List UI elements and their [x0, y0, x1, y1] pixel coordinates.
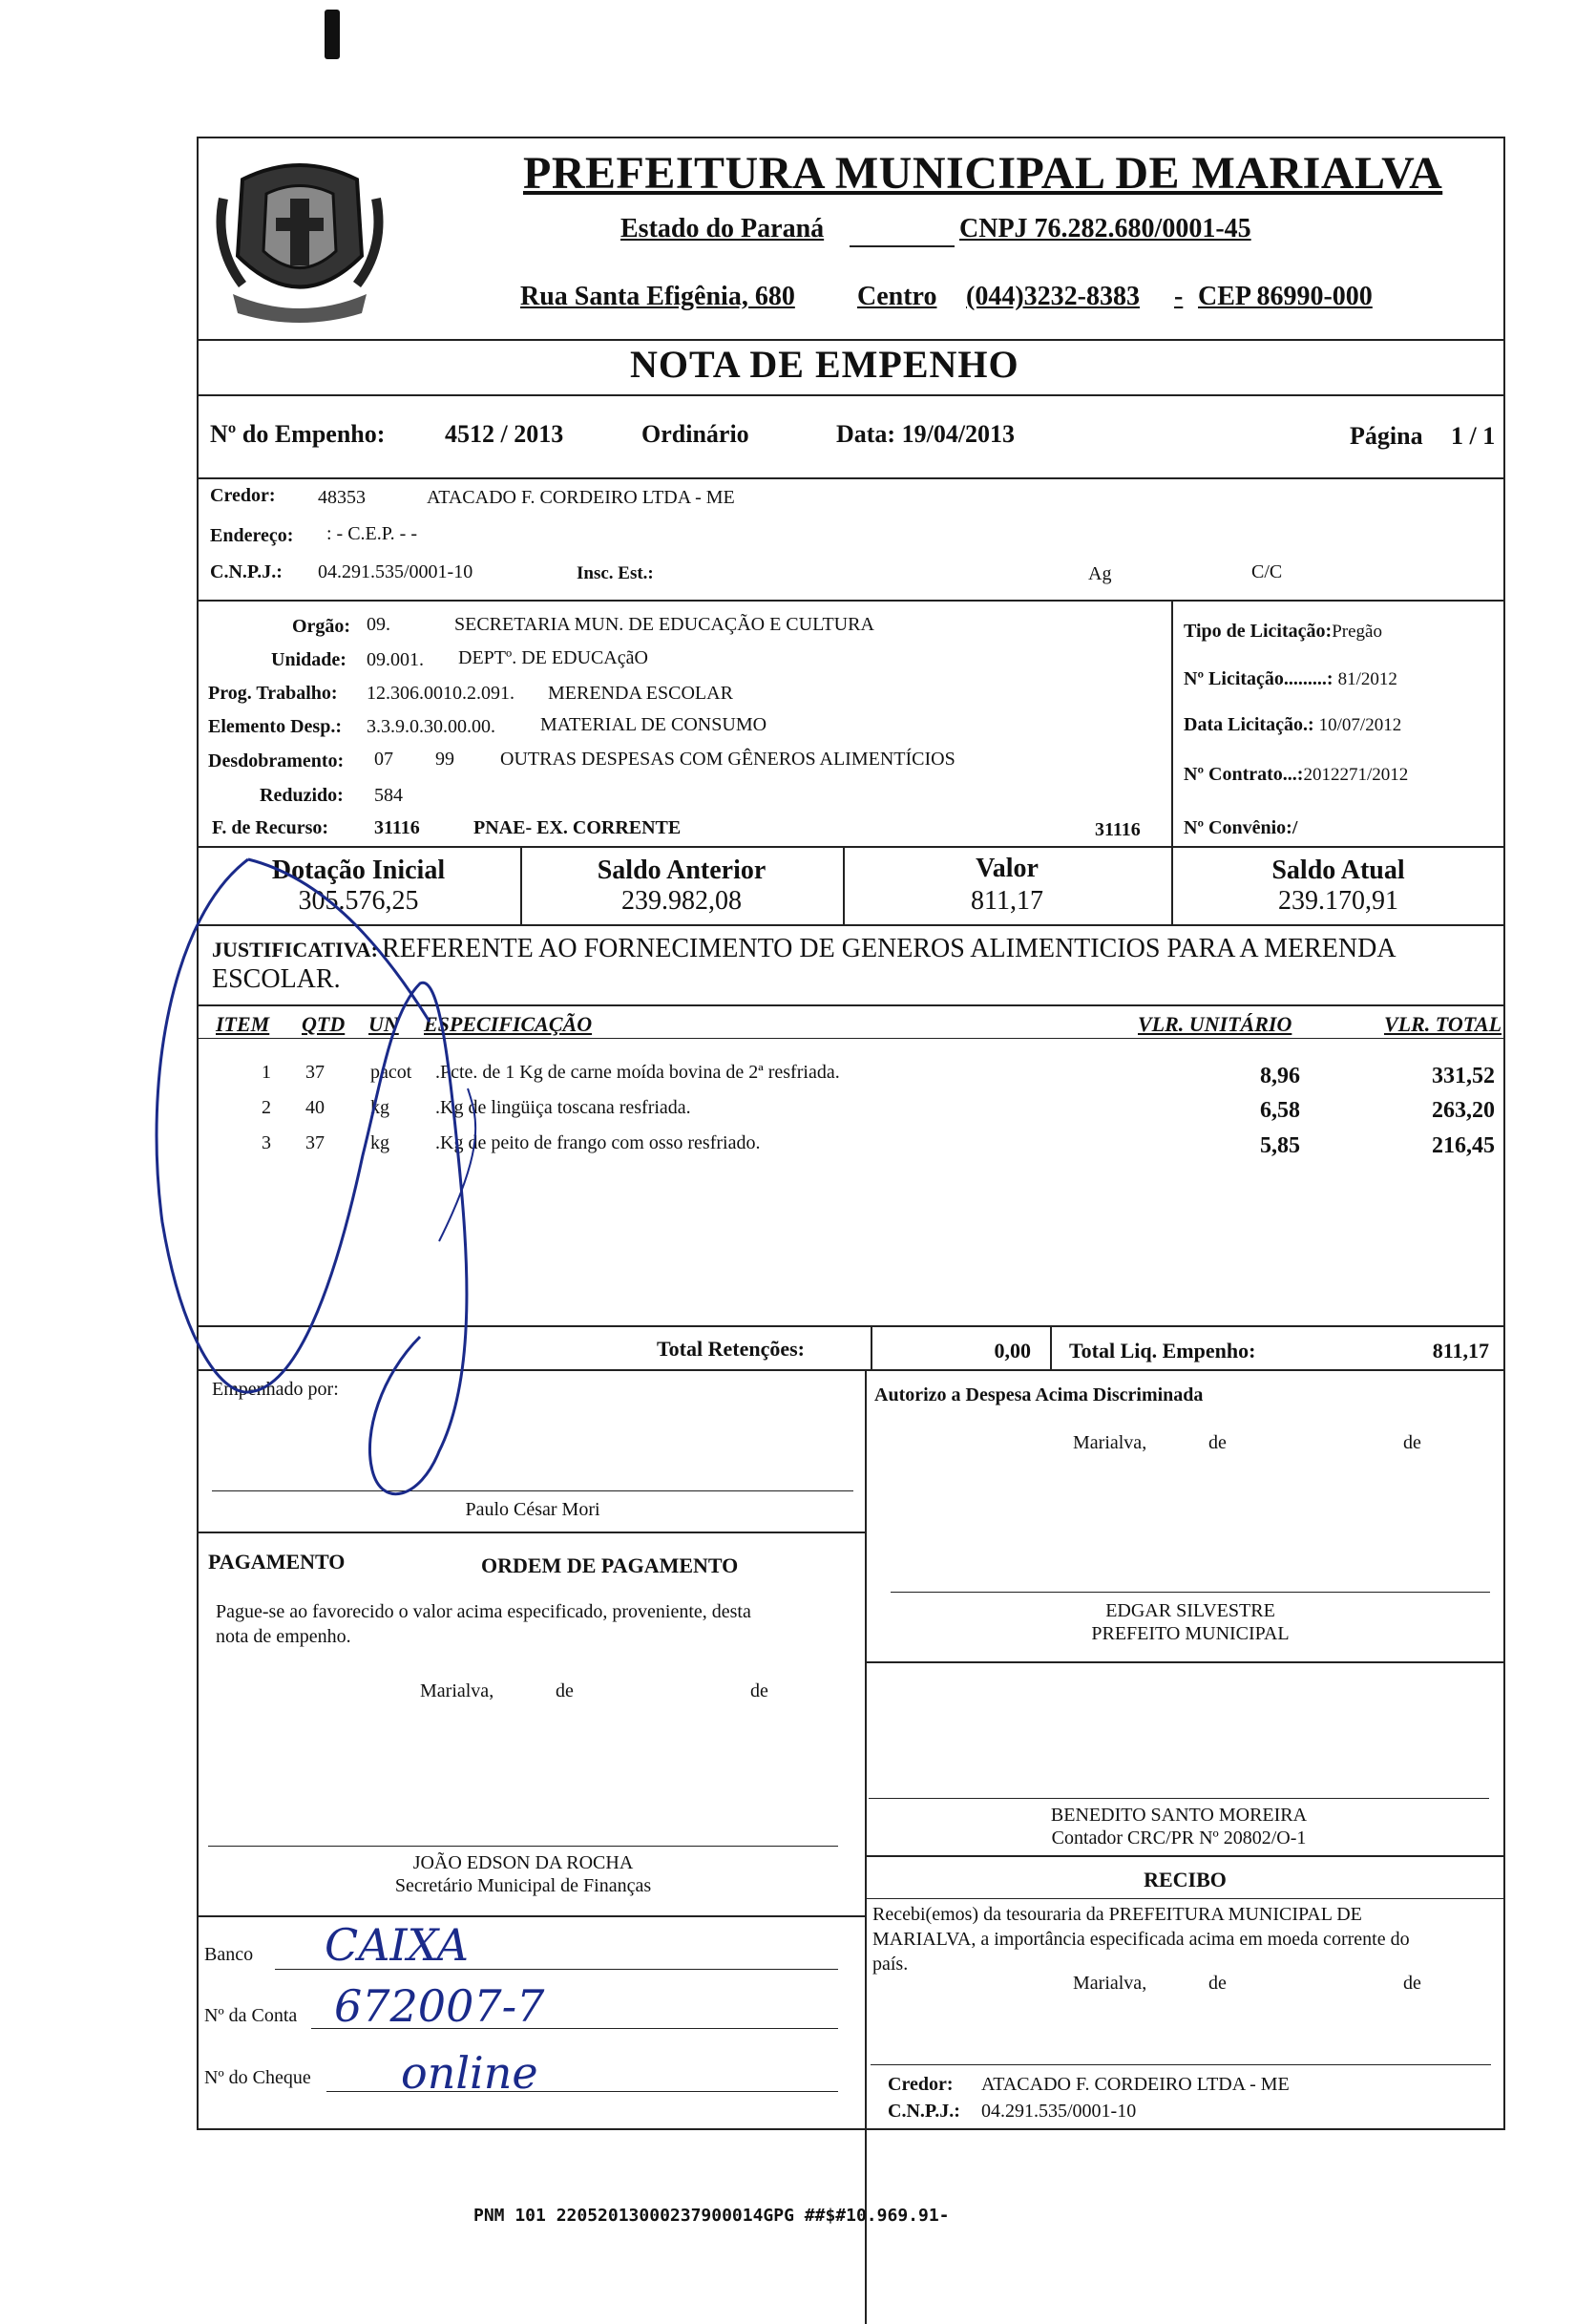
cheque-value: online	[401, 2047, 538, 2099]
prog-code: 12.306.0010.2.091.	[367, 683, 514, 704]
recurso-code: 31116	[374, 817, 420, 838]
divider	[865, 1369, 867, 2324]
licitacao-convenio: Nº Convênio:/	[1184, 817, 1298, 838]
recibo-text1: Recebi(emos) da tesouraria da PREFEITURA MUNICIPAL DE	[872, 1904, 1362, 1925]
ordem-label: ORDEM DE PAGAMENTO	[481, 1553, 739, 1577]
recurso-code2: 31116	[1095, 819, 1141, 840]
autorizo-de1: de	[1208, 1432, 1227, 1453]
elem-name: MATERIAL DE CONSUMO	[540, 714, 767, 735]
rule	[197, 394, 1505, 396]
rule	[865, 1661, 1505, 1663]
row-total: 263,20	[1432, 1098, 1495, 1123]
row-unit: 8,96	[1260, 1064, 1300, 1088]
row-espec: .Pcte. de 1 Kg de carne moída bovina de 2ª resfriada.	[435, 1062, 840, 1083]
page-label: Página	[1350, 422, 1423, 450]
recibo-credor-label: Credor:	[888, 2074, 954, 2095]
org-cnpj: CNPJ 76.282.680/0001-45	[959, 214, 1251, 243]
recurso-name: PNAE- EX. CORRENTE	[473, 817, 682, 838]
pag-de2: de	[750, 1680, 768, 1701]
org-address: Rua Santa Efigênia, 680	[520, 282, 795, 311]
autorizo-label: Autorizo a Despesa Acima Discriminada	[874, 1384, 1204, 1405]
dotacao-label: Dotação Inicial	[271, 856, 446, 885]
desd-label: Desdobramento:	[208, 750, 345, 771]
licitacao-tipo: Tipo de Licitação:Pregão	[1184, 621, 1382, 642]
saldo-anterior-value: 239.982,08	[621, 886, 742, 916]
col-qtd: QTD	[302, 1012, 346, 1036]
cc-label: C/C	[1251, 561, 1283, 582]
endereco-label: Endereço:	[210, 525, 294, 546]
col-item: ITEM	[216, 1012, 270, 1036]
orgao-label: Orgão:	[292, 616, 351, 637]
retencoes-value: 0,00	[994, 1339, 1031, 1363]
justificativa-label: JUSTIFICATIVA:	[212, 938, 379, 961]
retencoes-label: Total Retenções:	[657, 1337, 805, 1361]
recibo-de2: de	[1403, 1973, 1421, 1994]
prog-name: MERENDA ESCOLAR	[548, 683, 733, 704]
row-unit: 5,85	[1260, 1133, 1300, 1158]
dotacao-value: 305.576,25	[298, 886, 419, 916]
col-total: VLR. TOTAL	[1384, 1012, 1502, 1036]
org-phone: (044)3232-8383	[966, 282, 1140, 311]
banco-value: CAIXA	[325, 1919, 469, 1971]
cnpj-label: C.N.P.J.:	[210, 561, 283, 582]
signature-line	[869, 1798, 1489, 1799]
insc-label: Insc. Est.:	[577, 563, 654, 583]
pag-de1: de	[556, 1680, 574, 1701]
underline-spacer	[850, 245, 955, 247]
empenhado-name: Paulo César Mori	[465, 1499, 600, 1520]
prefeito-title: PREFEITO MUNICIPAL	[1091, 1623, 1290, 1644]
justificativa-text2: ESCOLAR.	[212, 964, 341, 994]
cnpj-value: 04.291.535/0001-10	[318, 561, 473, 582]
prog-label: Prog. Trabalho:	[208, 683, 338, 704]
unidade-code: 09.001.	[367, 649, 424, 670]
divider	[1050, 1325, 1052, 1369]
recibo-label: RECIBO	[1144, 1868, 1227, 1891]
valor-label: Valor	[976, 854, 1039, 883]
recibo-cnpj-value: 04.291.535/0001-10	[981, 2101, 1137, 2122]
conta-label: Nº da Conta	[204, 2005, 298, 2026]
credor-label: Credor:	[210, 485, 276, 506]
signature-line	[871, 2064, 1491, 2065]
empenho-type: Ordinário	[641, 420, 749, 448]
col-un: UN	[368, 1012, 399, 1036]
signature-line	[891, 1592, 1490, 1593]
endereco-value: : - C.E.P. - -	[326, 523, 417, 544]
row-item: 1	[262, 1062, 271, 1083]
contador-title: Contador CRC/PR Nº 20802/O-1	[1051, 1828, 1307, 1849]
row-un: pacot	[370, 1062, 412, 1083]
signature-line	[208, 1846, 838, 1847]
row-unit: 6,58	[1260, 1098, 1300, 1123]
col-espec: ESPECIFICAÇÃO	[424, 1012, 593, 1036]
autorizo-de2: de	[1403, 1432, 1421, 1453]
scan-mark	[325, 10, 340, 59]
credor-code: 48353	[318, 487, 366, 508]
recibo-cnpj-label: C.N.P.J.:	[888, 2101, 960, 2122]
page-value: 1 / 1	[1451, 422, 1496, 450]
reduzido-label: Reduzido:	[260, 785, 344, 806]
rule	[197, 339, 1505, 341]
empenhado-label: Empenhado por:	[212, 1379, 339, 1400]
row-espec: .Kg de peito de frango com osso resfriado.	[435, 1132, 761, 1153]
saldo-atual-label: Saldo Atual	[1271, 856, 1405, 885]
row-item: 2	[262, 1097, 271, 1118]
saldo-atual-value: 239.170,91	[1278, 886, 1398, 916]
row-total: 216,45	[1432, 1133, 1495, 1158]
divider	[871, 1325, 872, 1369]
pagamento-label: PAGAMENTO	[208, 1550, 346, 1574]
empenho-label: Nº do Empenho:	[210, 420, 386, 448]
recibo-text2: MARIALVA, a importância especificada acima em moeda corrente do	[872, 1929, 1410, 1950]
orgao-name: SECRETARIA MUN. DE EDUCAÇÃO E CULTURA	[454, 614, 874, 635]
unidade-name: DEPTº. DE EDUCAçãO	[458, 647, 648, 668]
row-qtd: 37	[305, 1132, 325, 1153]
footer-code: PNM 101 22052013000237900014GPG ##$#10.969.91-	[473, 2206, 950, 2226]
col-unit: VLR. UNITÁRIO	[1138, 1012, 1292, 1036]
org-center: Centro	[857, 282, 937, 311]
handwritten-signature	[134, 840, 630, 1528]
autorizo-city: Marialva,	[1073, 1432, 1147, 1453]
empenho-date: Data: 19/04/2013	[836, 420, 1016, 448]
rule	[197, 600, 1505, 602]
elem-code: 3.3.9.0.30.00.00.	[367, 716, 495, 737]
prefeito-name: EDGAR SILVESTRE	[1105, 1600, 1275, 1621]
rule	[197, 477, 1505, 479]
recurso-label: F. de Recurso:	[212, 817, 329, 838]
recibo-text3: país.	[872, 1954, 909, 1975]
desd-name: OUTRAS DESPESAS COM GÊNEROS ALIMENTÍCIOS	[500, 749, 956, 770]
credor-name: ATACADO F. CORDEIRO LTDA - ME	[427, 487, 735, 508]
desd-code1: 07	[374, 749, 393, 770]
contador-name: BENEDITO SANTO MOREIRA	[1050, 1805, 1308, 1826]
justificativa-text1: REFERENTE AO FORNECIMENTO DE GENEROS ALIMENTICIOS PARA A MERENDA	[382, 934, 1396, 963]
empenho-number: 4512 / 2013	[445, 420, 564, 448]
liq-value: 811,17	[1432, 1339, 1489, 1363]
row-total: 331,52	[1432, 1064, 1495, 1088]
recibo-de1: de	[1208, 1973, 1227, 1994]
pag-city: Marialva,	[420, 1680, 494, 1701]
org-title: PREFEITURA MUNICIPAL DE MARIALVA	[523, 148, 1443, 199]
state-name: Estado do Paraná	[620, 214, 825, 243]
secretario-title: Secretário Municipal de Finanças	[394, 1875, 652, 1896]
header-dash: -	[1174, 282, 1184, 311]
rule	[865, 1855, 1505, 1857]
row-qtd: 37	[305, 1062, 325, 1083]
elem-label: Elemento Desp.:	[208, 716, 342, 737]
saldo-anterior-label: Saldo Anterior	[597, 856, 766, 885]
conta-value: 672007-7	[334, 1980, 545, 2032]
recibo-city: Marialva,	[1073, 1973, 1147, 1994]
desd-code2: 99	[435, 749, 454, 770]
cheque-label: Nº do Cheque	[204, 2067, 311, 2088]
secretario-name: JOÃO EDSON DA ROCHA	[412, 1852, 634, 1873]
document-title: NOTA DE EMPENHO	[630, 343, 1019, 386]
org-cep: CEP 86990-000	[1198, 282, 1373, 311]
rule	[197, 1915, 866, 1917]
row-un: kg	[370, 1097, 389, 1118]
pague-text1: Pague-se ao favorecido o valor acima especificado, proveniente, desta	[216, 1601, 751, 1622]
rule	[865, 1898, 1505, 1899]
row-item: 3	[262, 1132, 271, 1153]
banco-label: Banco	[204, 1944, 254, 1965]
reduzido-value: 584	[374, 785, 403, 806]
liq-label: Total Liq. Empenho:	[1069, 1339, 1256, 1363]
recibo-credor-name: ATACADO F. CORDEIRO LTDA - ME	[981, 2074, 1290, 2095]
unidade-label: Unidade:	[271, 649, 346, 670]
row-qtd: 40	[305, 1097, 325, 1118]
orgao-code: 09.	[367, 614, 390, 635]
licitacao-num: Nº Licitação.........: 81/2012	[1184, 668, 1397, 689]
row-espec: .Kg de lingüiça toscana resfriada.	[435, 1097, 691, 1118]
divider	[1171, 600, 1173, 846]
row-un: kg	[370, 1132, 389, 1153]
licitacao-contrato: Nº Contrato...:2012271/2012	[1184, 764, 1409, 785]
pague-text2: nota de empenho.	[216, 1626, 351, 1647]
ag-label: Ag	[1088, 563, 1112, 584]
licitacao-data: Data Licitação.: 10/07/2012	[1184, 714, 1402, 735]
valor-value: 811,17	[971, 886, 1043, 916]
rule	[197, 1532, 866, 1533]
